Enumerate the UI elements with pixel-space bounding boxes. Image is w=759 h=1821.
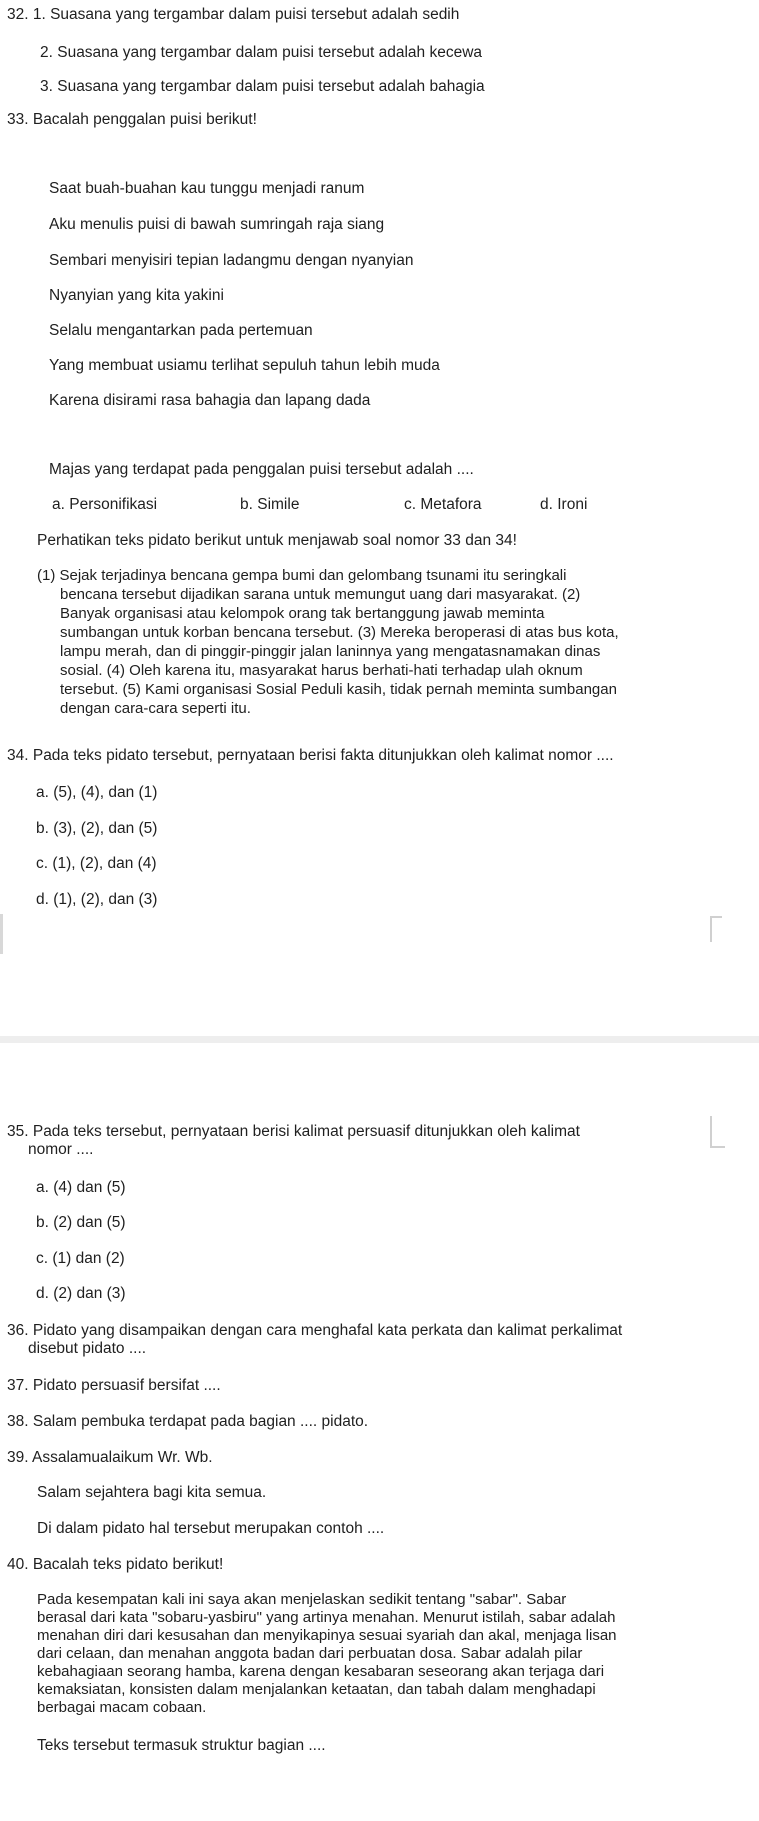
q40-text-line: berasal dari kata "sobaru-yasbiru" yang artinya menahan. Menurut istilah, sabar adalah — [37, 1609, 616, 1626]
poem-line: Karena disirami rasa bahagia dan lapang dada — [49, 392, 371, 409]
q35-option-d: d. (2) dan (3) — [36, 1285, 126, 1302]
page-edge-mark — [0, 914, 3, 954]
poem-line: Aku menulis puisi di bawah sumringah raja siang — [49, 216, 385, 233]
page-corner-mark — [710, 1116, 725, 1148]
q34-option-a: a. (5), (4), dan (1) — [36, 784, 158, 801]
q39-line-1: 39. Assalamualaikum Wr. Wb. — [7, 1449, 213, 1466]
q36-line-1: 36. Pidato yang disampaikan dengan cara menghafal kata perkata dan kalimat perkalimat — [7, 1322, 623, 1339]
speech-line: (1) Sejak terjadinya bencana gempa bumi dan gelombang tsunami itu seringkali — [37, 567, 567, 584]
q35-option-a: a. (4) dan (5) — [36, 1179, 126, 1196]
q38: 38. Salam pembuka terdapat pada bagian .... pidato. — [7, 1413, 369, 1430]
q33-option-c: c. Metafora — [404, 496, 482, 513]
q35-option-c: c. (1) dan (2) — [36, 1250, 125, 1267]
speech-line: sosial. (4) Oleh karena itu, masyarakat harus berhati-hati terhadap ulah oknum — [60, 662, 583, 679]
q40-question: Teks tersebut termasuk struktur bagian .... — [37, 1737, 326, 1754]
speech-line: dengan cara-cara seperti itu. — [60, 700, 251, 717]
page-corner-mark — [710, 916, 722, 942]
q37: 37. Pidato persuasif bersifat .... — [7, 1377, 221, 1394]
poem-line: Sembari menyisiri tepian ladangmu dengan nyanyian — [49, 252, 414, 269]
q40-text-line: kebahagiaan seorang hamba, karena dengan kesabaran seseorang akan terjaga dari — [37, 1663, 605, 1680]
q32-line-2: 2. Suasana yang tergambar dalam puisi tersebut adalah kecewa — [40, 44, 483, 61]
q34-option-b: b. (3), (2), dan (5) — [36, 820, 158, 837]
page-divider — [0, 1036, 759, 1043]
q35-question-line-1: 35. Pada teks tersebut, pernyataan berisi kalimat persuasif ditunjukkan oleh kalimat — [7, 1123, 580, 1140]
q40-text-line: kemaksiatan, konsisten dalam menjalankan ketaatan, dan tabah dalam menghadapi — [37, 1681, 596, 1698]
instruction: Perhatikan teks pidato berikut untuk menjawab soal nomor 33 dan 34! — [37, 532, 517, 549]
speech-line: sumbangan untuk korban bencana tersebut. (3) Mereka beroperasi di atas bus kota, — [60, 624, 619, 641]
poem-line: Selalu mengantarkan pada pertemuan — [49, 322, 313, 339]
q33-title: 33. Bacalah penggalan puisi berikut! — [7, 111, 257, 128]
q40-text-line: Pada kesempatan kali ini saya akan menjelaskan sedikit tentang "sabar". Sabar — [37, 1591, 567, 1608]
q40-text-line: berbagai macam cobaan. — [37, 1699, 207, 1716]
speech-line: bencana tersebut dijadikan sarana untuk memungut uang dari masyarakat. (2) — [60, 586, 581, 603]
q34-option-c: c. (1), (2), dan (4) — [36, 855, 157, 872]
q33-option-d: d. Ironi — [540, 496, 588, 513]
speech-line: Banyak organisasi atau kelompok orang tak bertanggung jawab meminta — [60, 605, 545, 622]
q33-question: Majas yang terdapat pada penggalan puisi tersebut adalah .... — [49, 461, 474, 478]
poem-line: Saat buah-buahan kau tunggu menjadi ranum — [49, 180, 365, 197]
speech-line: lampu merah, dan di pinggir-pinggir jalan laninnya yang mengatasnamakan dinas — [60, 643, 601, 660]
q40-title: 40. Bacalah teks pidato berikut! — [7, 1556, 224, 1573]
q39-line-3: Di dalam pidato hal tersebut merupakan contoh .... — [37, 1520, 385, 1537]
q40-text-line: menahan diri dari kesusahan dan menyikapinya sesuai syariah dan akal, menjaga lisan — [37, 1627, 617, 1644]
speech-line: tersebut. (5) Kami organisasi Sosial Peduli kasih, tidak pernah meminta sumbangan — [60, 681, 617, 698]
poem-line: Yang membuat usiamu terlihat sepuluh tahun lebih muda — [49, 357, 440, 374]
q34-option-d: d. (1), (2), dan (3) — [36, 891, 158, 908]
q32-line-1: 32. 1. Suasana yang tergambar dalam puisi tersebut adalah sedih — [7, 6, 460, 23]
q32-line-3: 3. Suasana yang tergambar dalam puisi tersebut adalah bahagia — [40, 78, 485, 95]
q34-question: 34. Pada teks pidato tersebut, pernyataan berisi fakta ditunjukkan oleh kalimat nomor .... — [7, 747, 614, 764]
q33-option-a: a. Personifikasi — [52, 496, 158, 513]
q39-line-2: Salam sejahtera bagi kita semua. — [37, 1484, 267, 1501]
q40-text-line: dari celaan, dan menahan anggota badan dari perbuatan dosa. Sabar adalah pilar — [37, 1645, 583, 1662]
q35-option-b: b. (2) dan (5) — [36, 1214, 126, 1231]
q36-line-2: disebut pidato .... — [28, 1340, 147, 1357]
poem-line: Nyanyian yang kita yakini — [49, 287, 224, 304]
q35-question-line-2: nomor .... — [28, 1141, 94, 1158]
q33-option-b: b. Simile — [240, 496, 300, 513]
